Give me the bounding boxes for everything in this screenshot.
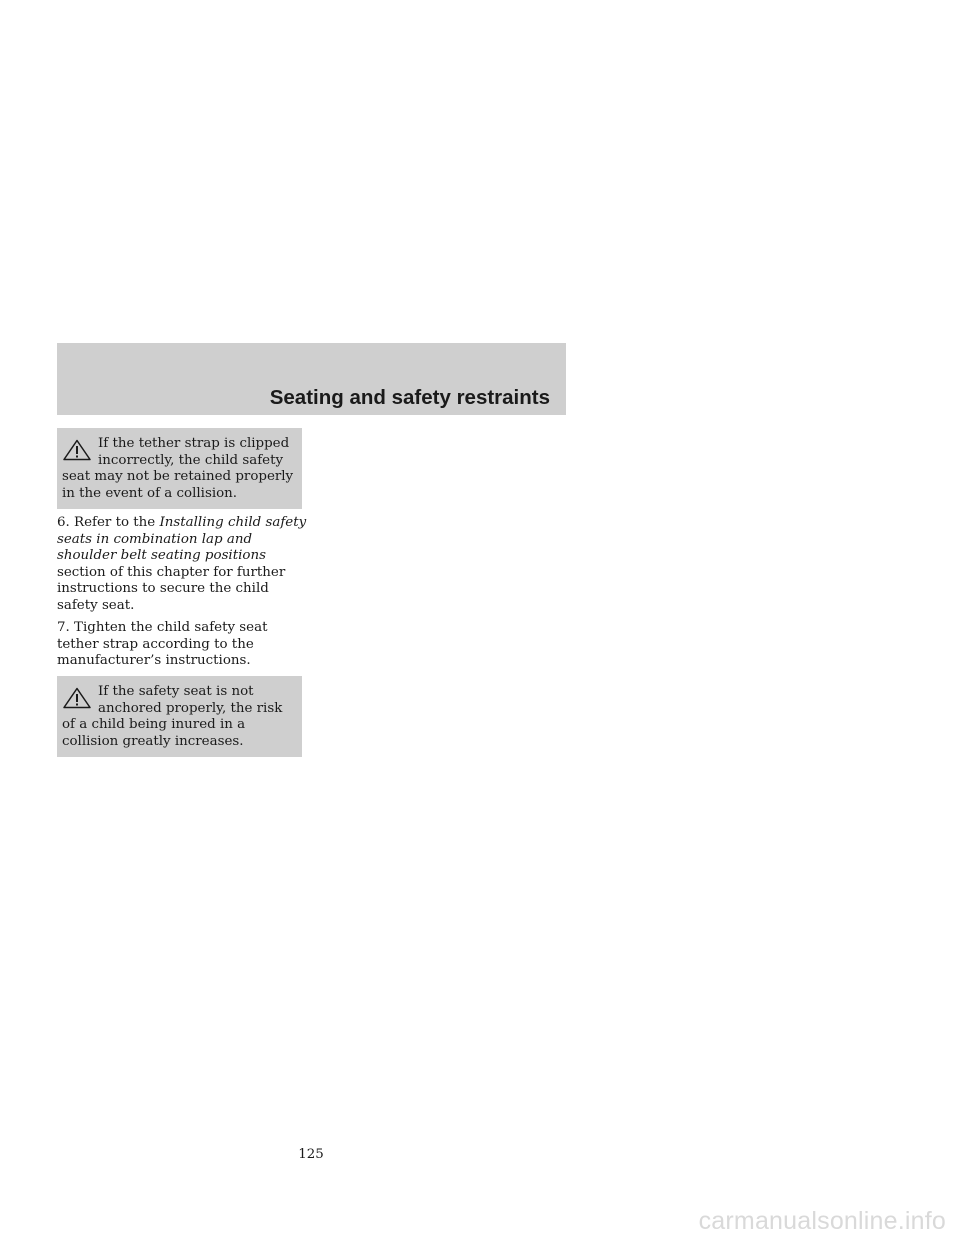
page-number: 125: [298, 1147, 324, 1162]
step-lead-text: Refer to the: [74, 515, 156, 530]
warning-triangle-icon: [62, 687, 92, 709]
instruction-step-7: [57, 620, 307, 670]
step-number: 7.: [57, 620, 70, 635]
warning-box-tether: [57, 428, 302, 509]
warning-text: If the safety seat is not anchored properly, the risk of a child being inured in a collision greatly increases.: [62, 684, 283, 749]
step-number: 6.: [57, 515, 70, 530]
warning-box-anchoring: [57, 676, 302, 757]
chapter-header-band: [57, 343, 566, 415]
warning-triangle-icon: [62, 439, 92, 461]
watermark: carmanualsonline.info: [698, 1207, 946, 1235]
section-reference: Installing child safety seats in combination lap and shoulder belt seating positions: [57, 515, 307, 564]
step-rest-text: section of this chapter for further instructions to secure the child safety seat.: [57, 564, 286, 613]
warning-text: If the tether strap is clipped incorrectly, the child safety seat may not be retained properly in the event of a collision.: [62, 436, 294, 501]
step-text: Tighten the child safety seat tether strap according to the manufacturer’s instructions.: [57, 620, 268, 669]
chapter-title: Seating and safety restraints: [269, 386, 550, 409]
instruction-step-6: [57, 515, 307, 615]
